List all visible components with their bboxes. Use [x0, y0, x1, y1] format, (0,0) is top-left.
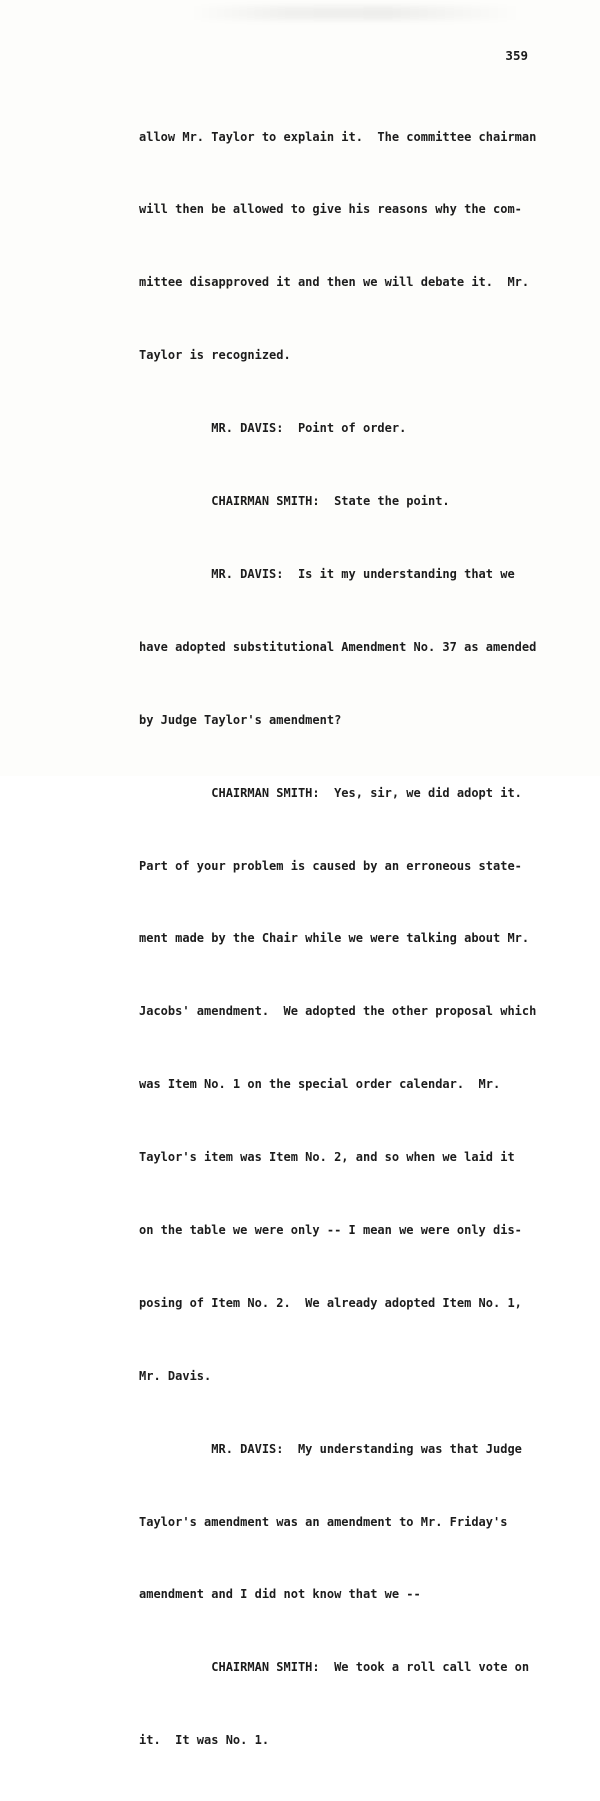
transcript-line: Mr. Davis. — [139, 1368, 212, 1383]
transcript-line: CHAIRMAN SMITH: State the point. — [139, 494, 450, 509]
transcript-line: ment made by the Chair while we were talking about Mr. — [139, 931, 530, 946]
page-number: 359 — [505, 48, 528, 63]
transcript-line: was Item No. 1 on the special order calendar. Mr. — [139, 1077, 501, 1092]
transcript-line: mittee disapproved it and then we will debate it. Mr. — [139, 275, 530, 290]
transcript-line: will then be allowed to give his reasons why the com- — [139, 202, 522, 217]
transcript-line: CHAIRMAN SMITH: Yes, sir, we did adopt it. — [139, 785, 522, 800]
transcript-line: Taylor's item was Item No. 2, and so when we laid it — [139, 1150, 515, 1165]
transcript-body — [139, 76, 539, 1801]
transcript-line: Jacobs' amendment. We adopted the other proposal which — [139, 1004, 537, 1019]
transcript-line: Taylor's amendment was an amendment to Mr. Friday's — [139, 1514, 508, 1529]
transcript-line: Part of your problem is caused by an erroneous state- — [139, 858, 522, 873]
transcript-line: amendment and I did not know that we -- — [139, 1587, 421, 1602]
transcript-line: MR. DAVIS: Is it my understanding that we — [139, 566, 515, 581]
transcript-line: Taylor is recognized. — [139, 348, 291, 363]
transcript-line: it. It was No. 1. — [139, 1733, 270, 1748]
transcript-line: posing of Item No. 2. We already adopted Item No. 1, — [139, 1295, 522, 1310]
transcript-line: allow Mr. Taylor to explain it. The committee chairman — [139, 129, 537, 144]
transcript-line: on the table we were only -- I mean we were only dis- — [139, 1222, 522, 1237]
transcript-line: MR. DAVIS: Point of order. — [139, 421, 407, 436]
transcript-line: CHAIRMAN SMITH: We took a roll call vote on — [139, 1660, 530, 1675]
transcript-line: have adopted substitutional Amendment No. 37 as amended — [139, 639, 537, 654]
scan-bleed-through — [190, 6, 520, 20]
transcript-line: MR. DAVIS: My understanding was that Judge — [139, 1441, 522, 1456]
transcript-line: by Judge Taylor's amendment? — [139, 712, 342, 727]
